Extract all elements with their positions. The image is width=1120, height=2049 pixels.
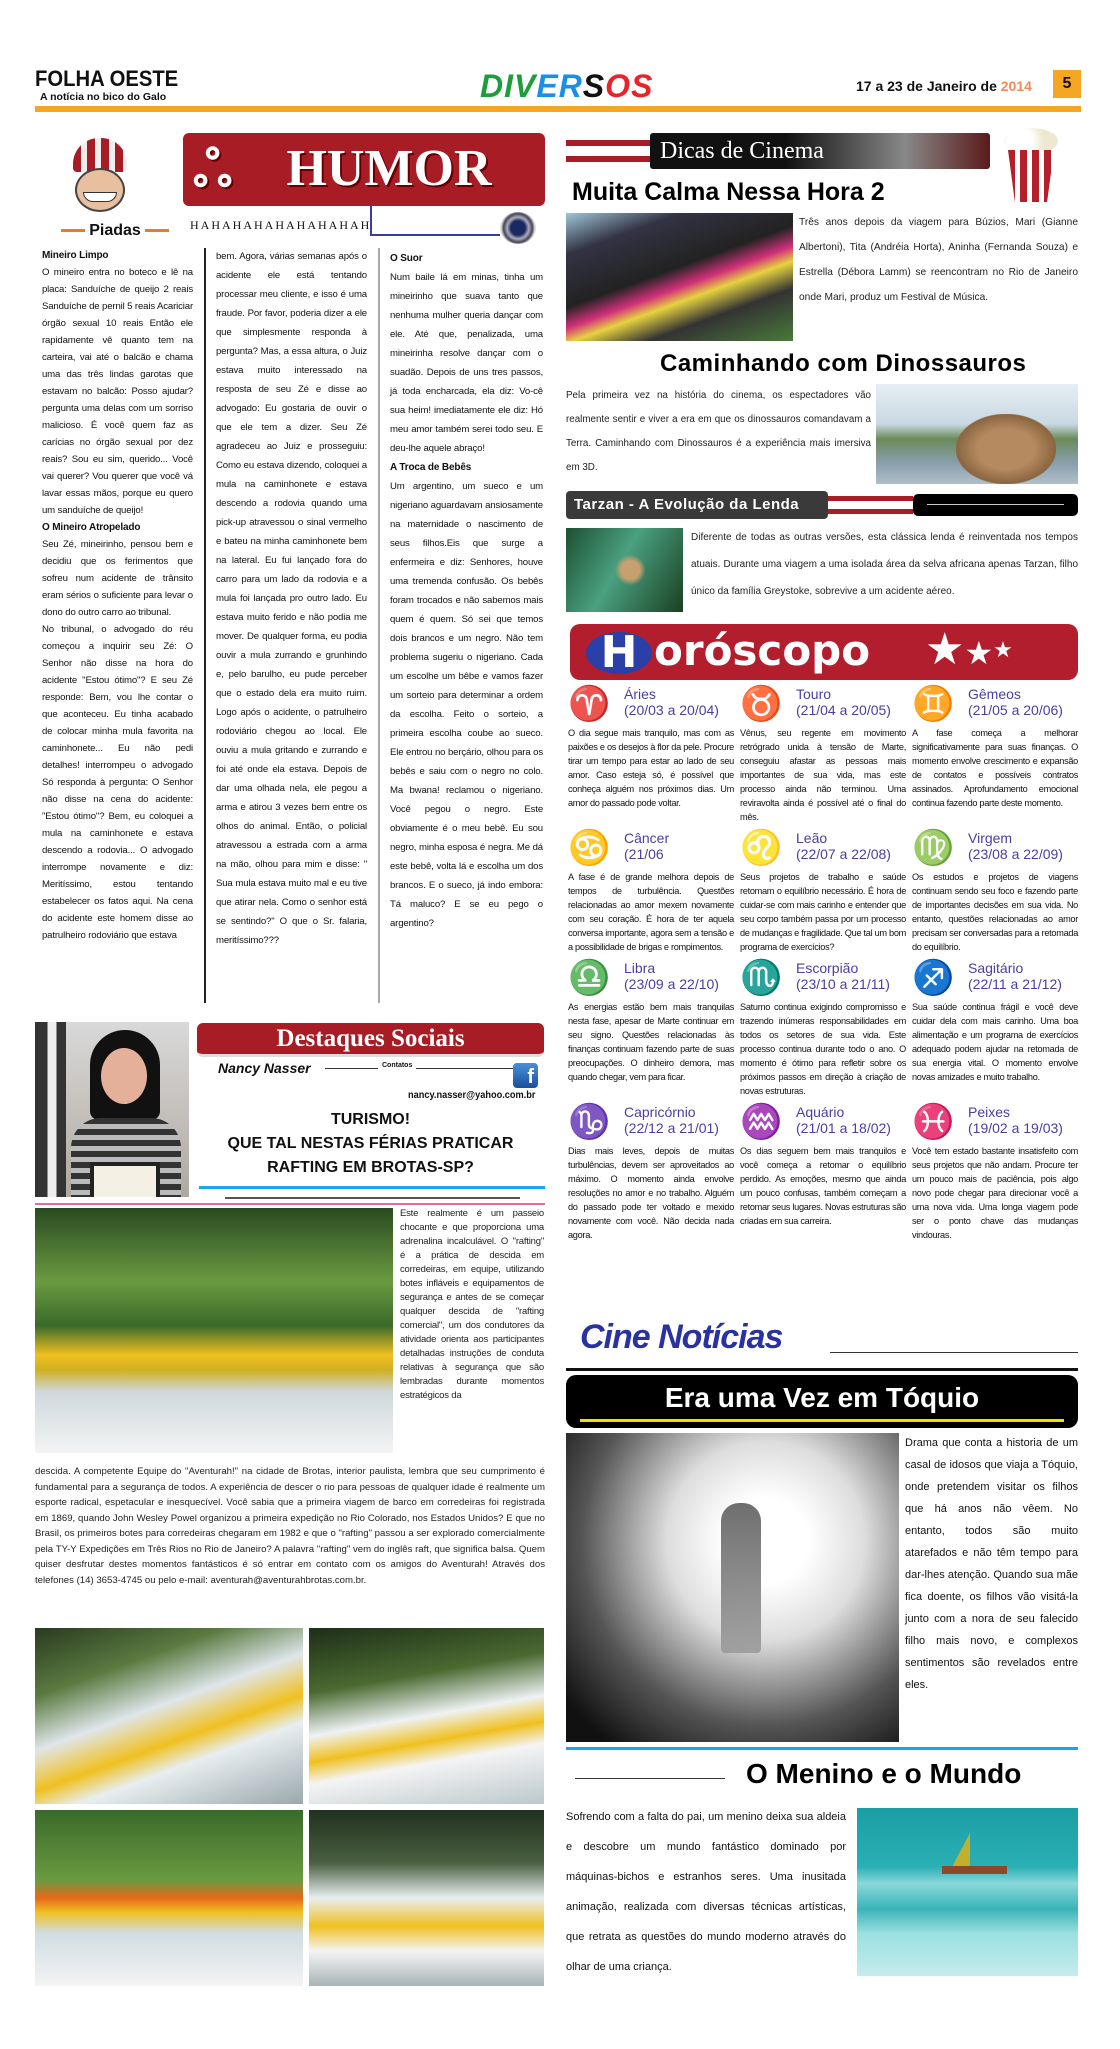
popcorn-image xyxy=(990,128,1072,206)
contacts-line xyxy=(325,1068,515,1069)
zodiac-icon: ♈ xyxy=(568,685,611,723)
rafting-body-text: descida. A competente Equipe do "Aventurah!" na cidade de Brotas, interior paulista, lembra que seu cumprimento é fundamental para a segurança de todos. A experiência de descer o rio para pessoas de qualquer idade é realmente um esporte radical, espetacular e inesquecível. Você sabia que a primeira viagem de barco em corredeiras foi registrada em 1869, quando John Wesley Powel organizou a primeira expedição no Rio Colorado, nos Estados Unidos? E que no Brasil, os primeiros botes para corredeiras chegaram em 1982 e que o "rafting" passou a ser explorado comercialmente pela TY-Y Expedições em Três Rios no Rio de Janeiro? A palavra "rafting" vem do inglês raft, que significa balsa. Quem quiser desfrutar destes momentos fantásticos é só entrar em contato com os amigos do Aventurah! Através dos telefones (14) 3653-4745 ou pelo e-mail: aventurah@aventurahbrotas.com.br. xyxy=(35,1466,545,1586)
horoscope-grid xyxy=(566,684,1078,1242)
joke-title: O Mineiro Atropelado xyxy=(42,522,141,533)
movie-title: Era uma Vez em Tóquio xyxy=(664,1382,980,1413)
newspaper-name: FOLHA OESTE xyxy=(35,66,179,91)
sign-header xyxy=(738,1102,906,1144)
zodiac-icon: ♑ xyxy=(568,1103,611,1141)
horoscope-sign xyxy=(738,1102,906,1242)
joke-text: O mineiro entra no boteco e lê na placa: Sanduíche de queijo 2 reais Sanduíche de pernil 5 reais Acariciar órgão sexual 10 reais Então ele rapidamente vê quanto tem na carteira, vai até o balcão e chama uma das três lindas garotas que estavam no balcão: Posso ajudar? pergunta uma delas com um sorriso malicioso. É você quem faz as carícias no órgão sexual por dez reais? Sou eu sim, querido... Você vai querer? Vou querer que você vá lavar essas mãos, porque eu quero um sanduíche de queijo! xyxy=(42,267,193,516)
movie-still-tarzan xyxy=(566,528,683,612)
rafting-photo xyxy=(309,1628,544,1804)
horoscope-sign xyxy=(566,684,734,824)
horoscope-sign xyxy=(910,958,1078,1098)
sign-header xyxy=(566,958,734,1000)
joke-text: bem. Agora, várias semanas após o acidente ele está tentando processar meu cliente, e isso é uma fraude. Por favor, poderia dizer a ele que simplesmente responda à pergunta? Mas, a essa altura, o Juiz estava muito interessado na resposta de seu Zé e disse ao advogado: Eu gostaria de ouvir o que ele tem a dizer. Seu Zé agradeceu ao Juiz e prosseguiu: Como eu estava dizendo, coloquei a mula na caminhonete e estava descendo a rodovia quando uma pick-up atravessou o sinal vermelho e bateu na minha caminhonete bem na lateral. Eu fui lançado fora do carro para um lado da rodovia e a mula foi lançada pro outro lado. Eu estava muito ferido e não podia me mover. De qualquer forma, eu podia ouvir a mula zurrando e grunhindo e, pelo barulho, eu pude perceber que o estado dela era muito ruim. Logo após o acidente, o patrulheiro rodoviário chegou ao local. Ele ouviu a mula gritando e zurrando e foi até onde ela estava. Depois de dar uma olhada nela, ele pegou a arma e atirou 3 vezes bem entre os olhos do animal. Então, o policial atravessou a estrada com a arma na mão, olhou para mim e disse: " Sua mula estava muito mal e eu tive que atirar nela. Como o senhor está se sentindo?" O que o Sr. falaria, meritíssimo??? xyxy=(216,251,367,946)
humor-banner xyxy=(183,133,545,206)
joke-text: Seu Zé, mineirinho, pensou bem e decidiu que os ferimentos que sofreu num acidente de trânsito eram sérios o suficiente para levar o dono do outro carro ao tribunal. xyxy=(42,539,193,618)
horoscope-sign xyxy=(738,828,906,954)
section-title xyxy=(480,68,653,105)
sign-text: Seus projetos de trabalho e saúde retomam o equilíbrio necessário. É hora de cuidar-se com mais carinho e entender que seu corpo também passa por um processo de mudanças e fragilidade. Que tal um bom programa de exercícios? xyxy=(740,872,906,952)
sign-text: Sua saúde continua frágil e você deve cuidar dela com mais carinho. Uma boa alimentação e um programa de exercícios adequado podem ajudar na retomada de sua energia vital. O momento envolve novas amizades e muito trabalho. xyxy=(912,1002,1078,1082)
sign-name: Sagitário xyxy=(968,960,1024,976)
joke-title: O Suor xyxy=(390,253,423,264)
movie-title-bar xyxy=(566,1375,1078,1428)
section-title-letter: I xyxy=(504,68,514,104)
sign-text: Você tem estado bastante insatisfeito com seus projetos que não andam. Procure ter um pouco mais de paciência, pois algo novo pode chegar para direcionar você a uma nova vida. Uma longa viagem pode ser o ponto chave das mudanças vindouras. xyxy=(912,1146,1078,1240)
horoscope-sign xyxy=(566,828,734,954)
section-title-letter: R xyxy=(558,68,583,104)
date-year: 2014 xyxy=(1000,78,1032,94)
piadas-text: Piadas xyxy=(89,222,141,239)
horoscope-title: oróscopo xyxy=(654,626,871,675)
sign-name: Escorpião xyxy=(796,960,859,976)
sign-dates: (21/06 xyxy=(624,846,664,862)
sign-name: Touro xyxy=(796,686,832,702)
cinema-banner-text: Dicas de Cinema xyxy=(660,138,824,164)
sign-dates: (22/12 a 21/01) xyxy=(624,1120,719,1136)
movie-synopsis: Drama que conta a historia de um casal de idosos que viaja a Tóquio, onde pretendem visitar os filhos que há anos não vêem. No entanto, todos são muito atarefados e não têm tempo para dar-lhes atenção. Quando sua mãe fica doente, os filhos vão visitá-la junto com a nora de seu falecido filho mais novo, e complexos sentimentos são revelados entre eles. xyxy=(905,1437,1078,1691)
humor-column-1 xyxy=(42,247,193,944)
zodiac-icon: ♓ xyxy=(912,1103,955,1141)
sign-dates: (19/02 a 19/03) xyxy=(968,1120,1063,1136)
heading-rule-thick xyxy=(566,1368,1078,1371)
facebook-glyph: f xyxy=(527,1066,534,1088)
sign-header xyxy=(566,1102,734,1144)
cinema-banner xyxy=(650,133,990,169)
section-title-letter: S xyxy=(582,68,606,104)
zodiac-icon: ♎ xyxy=(568,959,611,997)
camera-lens-icon xyxy=(500,212,536,244)
newspaper-slogan: A notícia no bico do Galo xyxy=(40,91,167,103)
headline-rule-blue xyxy=(199,1186,545,1189)
tarzan-bar xyxy=(566,491,828,519)
movie-synopsis: Diferente de todas as outras versões, esta clássica lenda é reinventada nos tempos atuais. Durante uma viagem a uma isolada área da selva africana apenas Tarzan, filho único da família Greystoke, sobrevive a um acidente aéreo. xyxy=(691,532,1078,597)
sign-header xyxy=(910,958,1078,1000)
movie-synopsis: Pela primeira vez na história do cinema, os espectadores vão realmente sentir e viver a era em que os dinossauros comandavam a Terra. Caminhando com Dinossauros é a experiência mais imersiva em 3D. xyxy=(566,390,871,473)
horoscope-sign xyxy=(738,684,906,824)
horoscope-banner xyxy=(570,624,1078,680)
movie-still-menino xyxy=(857,1808,1078,1976)
issue-date xyxy=(856,78,1032,94)
horoscope-sign xyxy=(910,684,1078,824)
zodiac-icon: ♉ xyxy=(740,685,783,723)
horoscope-sign xyxy=(566,1102,734,1242)
rafting-photo xyxy=(35,1628,303,1804)
sign-dates: (20/03 a 20/04) xyxy=(624,702,719,718)
sign-dates: (22/07 a 22/08) xyxy=(796,846,891,862)
zodiac-icon: ♒ xyxy=(740,1103,783,1141)
piadas-label xyxy=(40,222,190,240)
sign-name: Peixes xyxy=(968,1104,1011,1120)
sign-name: Gêmeos xyxy=(968,686,1021,702)
title-rule xyxy=(575,1778,725,1779)
sign-name: Áries xyxy=(624,686,656,702)
section-rule-blue xyxy=(566,1747,1078,1750)
haha-text: HAHAHAHAHAHAHAHAH xyxy=(190,218,372,232)
movie-title: Tarzan - A Evolução da Lenda xyxy=(574,496,800,513)
page-number: 5 xyxy=(1053,70,1081,98)
rafting-photo xyxy=(35,1810,303,1986)
sign-name: Virgem xyxy=(968,830,1013,846)
sign-text: As energias estão bem mais tranquilas nesta fase, apesar de Marte continuar em seu signo. Questões relacionadas às finanças continuam fazendo parte de suas preocupações. O dinheiro demora, mas quando chegar, vem para ficar. xyxy=(568,1002,734,1082)
horoscope-initial-badge xyxy=(586,627,652,678)
rafting-photo-main xyxy=(35,1208,393,1453)
sign-header xyxy=(738,828,906,870)
sign-name: Câncer xyxy=(624,830,670,846)
social-headline xyxy=(197,1108,544,1180)
section-title-letter: O xyxy=(605,68,632,104)
sign-dates: (23/10 a 21/11) xyxy=(796,976,890,992)
sign-text: A fase começa a melhorar significativamente para suas finanças. O momento envolve crescimento e expansão de contatos e possíveis contratos assinados. Aprofundamento emocional continua fazendo parte deste momento. xyxy=(912,728,1078,808)
horoscope-sign xyxy=(738,958,906,1098)
movie-title: Muita Calma Nessa Hora 2 xyxy=(572,178,885,206)
headline-line: TURISMO! xyxy=(330,1111,411,1128)
social-banner-text: Destaques Sociais xyxy=(276,1025,465,1052)
sign-dates: (21/01 a 18/02) xyxy=(796,1120,891,1136)
sign-text: Os estudos e projetos de viagens continuam sendo seu foco e fazendo parte de importantes decisões em sua vida. No entanto, questões relacionadas ao amor precisam ser conversadas para a retomada do equilíbrio. xyxy=(912,872,1078,952)
joke-text: Num baile lá em minas, tinha um mineirinho que suava tanto que nenhuma mulher queria dançar com ele. Até que, penalizada, uma mineirinha resolve dançar com o suadão. Depois de uns tres passos, já toda encharcada, ela diz: Vo-cê sua heim! imediatamente ele diz: Hó meu amor também serei todo seu. E deu-lhe aquele abraço! xyxy=(390,272,543,454)
humor-swirl-icon: ஃ xyxy=(193,141,233,197)
stars-icon: ★★★ xyxy=(925,625,1013,674)
humor-column-3 xyxy=(390,249,543,933)
contacts-label: Contatos xyxy=(378,1062,416,1069)
headline-rule-grey xyxy=(225,1197,520,1199)
tarzan-bar-end xyxy=(913,494,1078,516)
sign-header xyxy=(738,958,906,1000)
sign-dates: (23/08 a 22/09) xyxy=(968,846,1063,862)
section-title-letter: D xyxy=(480,68,505,104)
movie-poster-muita-calma xyxy=(566,213,793,341)
sign-header xyxy=(910,684,1078,726)
sign-dates: (21/05 a 20/06) xyxy=(968,702,1063,718)
zodiac-icon: ♌ xyxy=(740,829,783,867)
column-divider xyxy=(204,248,206,1003)
sign-name: Libra xyxy=(624,960,656,976)
humor-column-2 xyxy=(216,247,367,950)
heading-rule xyxy=(830,1352,1078,1353)
joke-title: Mineiro Limpo xyxy=(42,250,109,261)
headline-line: RAFTING EM BROTAS-SP? xyxy=(267,1159,474,1176)
section-title-letter: S xyxy=(631,68,654,104)
movie-still-dinossauros xyxy=(876,384,1078,484)
movie-title: Caminhando com Dinossauros xyxy=(660,350,1027,377)
sign-text: O dia segue mais tranquilo, mas com as paixões e os desejos à flor da pele. Procure tirar um tempo para estar ao lado de seu amor. Caso esteja só, é possível que conheça alguém nos próximos dias. Um amor do passado pode voltar. xyxy=(568,728,734,808)
sign-text: Os dias seguem bem mais tranquilos e você começa a retomar o equilíbrio perdido. As emoções, mesmo que ainda um pouco confusas, também começam a retomar seus lugares. Novas estruturas são criadas em sua carreira. xyxy=(740,1146,906,1226)
social-banner xyxy=(197,1023,544,1057)
horoscope-sign xyxy=(910,1102,1078,1242)
zodiac-icon: ♊ xyxy=(912,685,955,723)
sign-dates: (22/11 a 21/12) xyxy=(968,976,1062,992)
sign-name: Leão xyxy=(796,830,828,846)
sign-header xyxy=(566,828,734,870)
piadas-mascot-image xyxy=(55,138,145,220)
humor-banner-text: HUMOR xyxy=(286,140,492,197)
joke-title: A Troca de Bebês xyxy=(390,462,472,473)
horoscope-sign xyxy=(566,958,734,1098)
sign-name: Capricórnio xyxy=(624,1104,696,1120)
movie-synopsis: Três anos depois da viagem para Búzios, Mari (Gianne Albertoni), Tita (Andréia Horta), Aninha (Fernanda Souza) e Estrella (Débora Lamm) se reencontram no Rio de Janeiro onde Mari, produz um Festival de Música. xyxy=(799,217,1078,303)
sign-text: Saturno continua exigindo compromisso e trazendo inúmeras responsabilidades em todos os setores de sua vida. Este processo continua durante todo o ano. O momento é ótimo para refletir sobre os próximos passos em direção à criação de novas estruturas. xyxy=(740,1002,906,1096)
sign-header xyxy=(910,828,1078,870)
date-prefix: 17 a 23 de Janeiro de xyxy=(856,78,1001,94)
section-title-letter: E xyxy=(536,68,559,104)
sign-header xyxy=(566,684,734,726)
rafting-side-text: Este realmente é um passeio chocante e que proporciona uma adrenalina incalculável. O "rafting" é a prática de descida em corredeiras, em equipe, utilizando botes infláveis e equipamentos de segurança e antes de se começar qualquer descida de "rafting comercial", um dos condutores da atividade orienta aos participantes detalhadas instruções de conduta relativas à segurança que são lembradas durante momentos estratégicos da xyxy=(400,1208,544,1401)
column-divider xyxy=(378,248,380,1003)
cinema-banner-stripes xyxy=(566,140,656,162)
horoscope-sign xyxy=(910,828,1078,954)
movie-still-toquio xyxy=(566,1433,899,1742)
columnist-email[interactable]: nancy.nasser@yahoo.com.br xyxy=(408,1090,536,1101)
rafting-photo xyxy=(309,1810,544,1986)
headline-line: QUE TAL NESTAS FÉRIAS PRATICAR xyxy=(227,1135,514,1152)
zodiac-icon: ♐ xyxy=(912,959,955,997)
columnist-name: Nancy Nasser xyxy=(218,1060,311,1076)
sign-header xyxy=(910,1102,1078,1144)
movie-title: O Menino e o Mundo xyxy=(746,1758,1022,1789)
zodiac-icon: ♋ xyxy=(568,829,611,867)
horoscope-initial: H xyxy=(600,627,638,678)
sign-text: Dias mais leves, depois de muitas turbulências, devem ser aproveitados ao máximo. O momento ainda envolve resoluções no amor e no trabalho. Alguém do passado pode ter voltado e mexido novamente com você. Não decida nada agora. xyxy=(568,1146,734,1240)
humor-rule xyxy=(370,206,500,236)
zodiac-icon: ♏ xyxy=(740,959,783,997)
header-rule xyxy=(35,106,1081,112)
sign-text: A fase é de grande melhora depois de tempos de turbulência. Questões relacionadas ao amor mexem novamente com seu coração. É hora de ter aquela conversa importante, agora sem a tensão e a possibilidade de brigas e rompimentos. xyxy=(568,872,734,952)
cine-noticias-heading: Cine Notícias xyxy=(580,1318,783,1356)
movie-synopsis: Sofrendo com a falta do pai, um menino deixa sua aldeia e descobre um mundo fantástico dominado por máquinas-bichos e estranhos seres. Uma inusitada animação, realizada com diversas técnicas artísticas, que retrata as questões do mundo moderno através do olhar de uma criança. xyxy=(566,1811,846,1973)
joke-text: No tribunal, o advogado do réu começou a inquirir seu Zé: O Senhor não disse na hora do acidente "Estou ótimo"? E seu Zé responde: Bem, vou lhe contar o que aconteceu. Eu tinha acabado de colocar minha mula favorita na caminhonete... Eu não pedi detalhes! interrompeu o advogado Só responda à pergunta: O Senhor não disse na cena do acidente: "Estou ótimo"? Bem, eu coloquei a mula na caminhonete e estava descendo a rodovia... O advogado interrompe novamente e diz: Meritíssimo, estou tentando estabelecer os fatos aqui. Na cena do acidente este homem disse ao patrulheiro rodoviário que estava xyxy=(42,624,193,941)
sign-text: Vênus, seu regente em movimento retrógrado unida à tensão de Marte, conseguiu afastar as pessoas mais importantes de sua vida, mas este processo ainda não terminou. Uma reviravolta ainda é possível até o final do mês. xyxy=(740,728,906,822)
tarzan-bar-stripes xyxy=(828,496,913,514)
zodiac-icon: ♍ xyxy=(912,829,955,867)
joke-text: Um argentino, um sueco e um nigeriano aguardavam ansiosamente na maternidade o nascimento de seus filhos.Eis que surge a enfermeira e diz: Senhores, houve uma tremenda confusão. Os bebês foram trocados e não sabemos mais quem é quem. Só sei que temos dois brancos e um negro. Não tem problema sugeriu o nigeriano. Cada um escolhe um bêbe e vamos fazer um sorteio para determinar a ordem da escolha. Feito o sorteio, a primeira escolha coube ao sueco. Ele entrou no berçário, olhou para os bebês e saiu com o negro no colo. Ma bwana! reclamou o nigeriano. Você pegou o negro. Este obviamente é o meu bebê. Eu sou negro, minha esposa é negra. Me dá este bebê, volta lá e escolha um dos brancos. E o sueco, já indo embora: Tá maluco? E se eu pego o argentino? xyxy=(390,481,543,929)
sign-dates: (21/04 a 20/05) xyxy=(796,702,891,718)
sign-header xyxy=(738,684,906,726)
sign-dates: (23/09 a 22/10) xyxy=(624,976,719,992)
section-title-letter: V xyxy=(514,68,537,104)
facebook-icon[interactable] xyxy=(513,1063,538,1088)
sign-name: Aquário xyxy=(796,1104,845,1120)
columnist-photo xyxy=(35,1022,189,1197)
section-rule-pink xyxy=(35,1203,545,1205)
